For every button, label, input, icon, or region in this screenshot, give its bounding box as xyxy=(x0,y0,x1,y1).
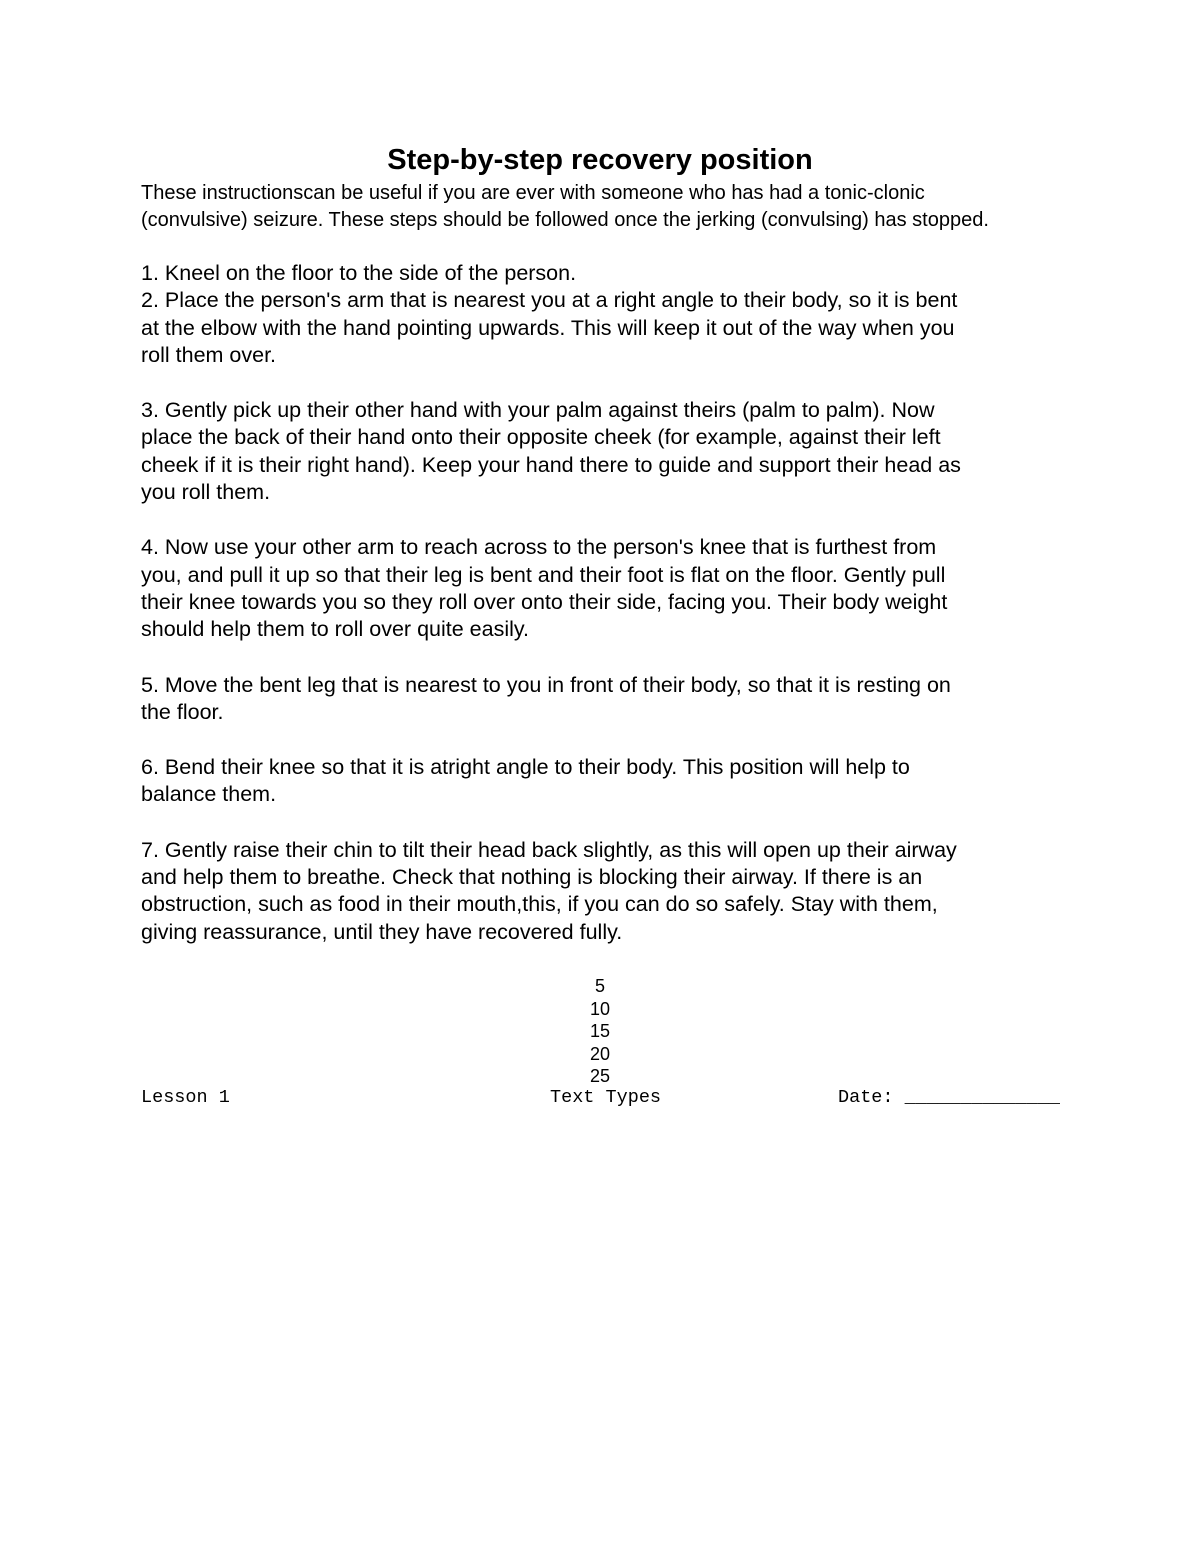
line-number: 25 xyxy=(589,1066,611,1087)
footer-lesson: Lesson 1 xyxy=(141,1087,230,1108)
step-2: 2. Place the person's arm that is nearest you at a right angle to their body, so it is bent at the elbow with the hand pointing upwards. This will keep it out of the way when you roll them over. xyxy=(141,288,958,367)
step-4: 4. Now use your other arm to reach across to the person's knee that is furthest from you, and pull it up so that their leg is bent and their foot is flat on the floor. Gently pull their knee towards you so they roll over onto their side, facing you. Their body weight should help them to roll over quite easily. xyxy=(141,535,948,642)
spacer xyxy=(141,644,1061,672)
spacer xyxy=(141,726,1061,754)
spacer xyxy=(141,506,1061,534)
document-title: Step-by-step recovery position xyxy=(387,144,813,176)
footer-text-types: Text Types xyxy=(550,1087,662,1108)
step-1: 1. Kneel on the floor to the side of the person. xyxy=(141,261,577,285)
step-7: 7. Gently raise their chin to tilt their head back slightly, as this will open up their airway and help them to breathe. Check that nothing is blocking their airway. If there is an obstruction, such as food in their mouth,this, if you can do so safely. Stay with them, giving reassurance, until they have recovered fully. xyxy=(141,837,957,944)
spacer xyxy=(141,809,1061,837)
line-number: 10 xyxy=(589,998,611,1019)
step-6: 6. Bend their knee so that it is atright angle to their body. This position will help to balance them. xyxy=(141,755,910,807)
line-numbers xyxy=(560,975,640,1088)
line-number: 15 xyxy=(589,1021,611,1042)
line-number: 5 xyxy=(594,976,605,996)
footer-date: Date: ______________ xyxy=(838,1087,1061,1108)
spacer xyxy=(141,233,1061,260)
line-number: 20 xyxy=(589,1043,611,1064)
intro-paragraph: These instructionscan be useful if you are ever with someone who has had a tonic-clonic (convulsive) seizure. These steps should be followed once the jerking (convulsing) has stopped. xyxy=(141,182,989,231)
step-3: 3. Gently pick up their other hand with your palm against theirs (palm to palm). Now place the back of their hand onto their opposite cheek (for example, against their left cheek if it is their right hand). Keep your hand there to guide and support their head as you roll them. xyxy=(141,398,961,505)
document-body xyxy=(141,140,1061,946)
step-5: 5. Move the bent leg that is nearest to you in front of their body, so that it is resting on the floor. xyxy=(141,672,951,724)
spacer xyxy=(141,369,1061,397)
